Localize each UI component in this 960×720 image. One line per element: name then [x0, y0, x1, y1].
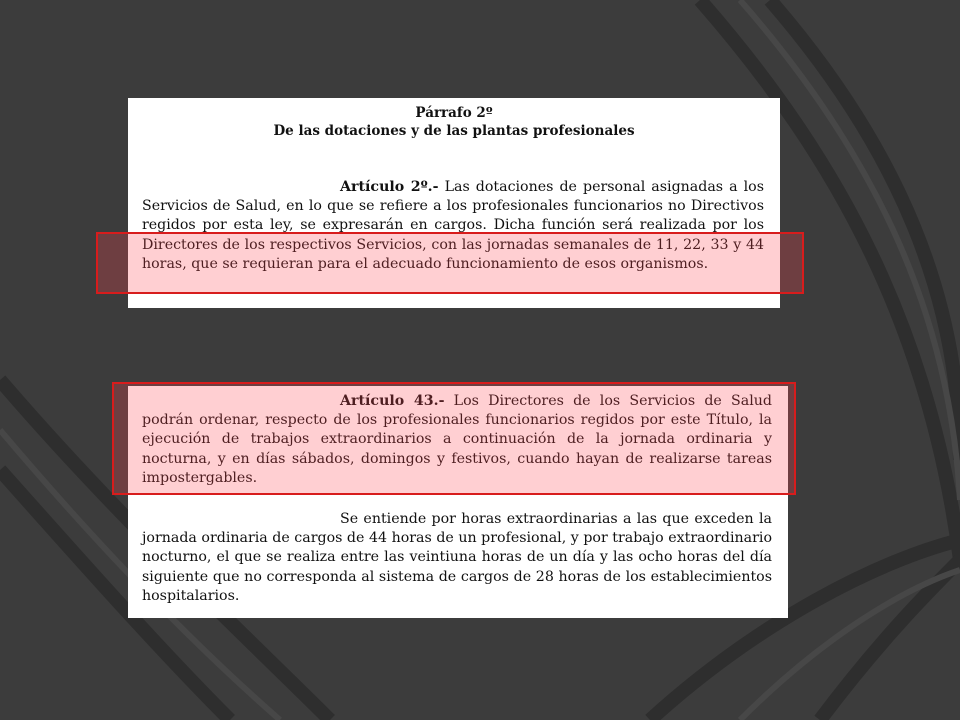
overtime-definition-paragraph: Se entiende por horas extraordinarias a las que exceden la jornada ordinaria de cargos de 44 horas de un profesional, y por trabajo extraordinario nocturno, el que se realiza entre las veintiuna horas de un día y las ocho horas del día siguiente que no corresponda al sistema de cargos de 28 horas de los establecimientos hospitalarios.	[142, 511, 772, 604]
article-2-label: Artículo 2º.-	[340, 179, 439, 195]
section-heading-title: De las dotaciones y de las plantas profesionales	[273, 123, 635, 139]
article-43-text: Los Directores de los Servicios de Salud podrán ordenar, respecto de los profesionales funcionarios regidos por este Título, la ejecución de trabajos extraordinarios a continuación de la jornada ordinaria y nocturna, y en días sábados, domingos y festivos, cuando hayan de realizarse tareas impostergables.	[142, 393, 772, 486]
highlight-box-article-43	[112, 382, 796, 495]
article-43-label: Artículo 43.-	[340, 393, 445, 409]
article-2-text: Las dotaciones de personal asignadas a los Servicios de Salud, en lo que se refiere a los profesionales funcionarios no Directivos regidos por esta ley, se expresarán en cargos. Dicha función será realizada por los Directores de los respectivos Servicios, con las jornadas semanales de 11, 22, 33 y 44 horas, que se requieran para el adecuado funcionamiento de esos organismos.	[142, 179, 764, 272]
highlight-box-article-2	[96, 232, 804, 294]
section-heading-parrafo: Párrafo 2º	[415, 105, 493, 121]
